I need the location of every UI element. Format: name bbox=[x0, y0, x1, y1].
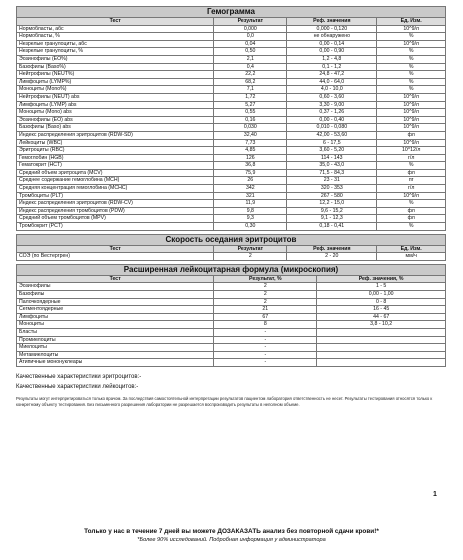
table-cell: 0,04 bbox=[214, 40, 287, 48]
col-result: Результат bbox=[214, 18, 287, 26]
table-cell: % bbox=[377, 48, 446, 56]
table-cell: Моноциты (Mono) abs bbox=[17, 109, 214, 117]
table-row bbox=[17, 154, 446, 162]
table-cell: 0,18 - 0,41 bbox=[287, 223, 377, 231]
table-cell: 0,000 bbox=[214, 25, 287, 33]
table-cell: Бласты bbox=[17, 328, 214, 336]
table-cell: 0,010 - 0,080 bbox=[287, 124, 377, 132]
col-test: Тест bbox=[17, 245, 214, 253]
table-cell: % bbox=[377, 55, 446, 63]
esr-header-row bbox=[17, 245, 446, 253]
table-cell: Средняя концентрация гемоглобина (MCHC) bbox=[17, 185, 214, 193]
table-row bbox=[17, 200, 446, 208]
table-row bbox=[17, 253, 446, 261]
esr-title: Скорость оседания эритроцитов bbox=[17, 234, 446, 245]
table-cell: 7,1 bbox=[214, 86, 287, 94]
table-cell: 3,30 - 9,00 bbox=[287, 101, 377, 109]
table-cell: г/л bbox=[377, 185, 446, 193]
table-row bbox=[17, 298, 446, 306]
table-row bbox=[17, 139, 446, 147]
table-cell: 0,030 bbox=[214, 124, 287, 132]
table-cell: 71,5 - 84,3 bbox=[287, 169, 377, 177]
table-cell: 42,00 - 53,60 bbox=[287, 131, 377, 139]
table-cell: 321 bbox=[214, 192, 287, 200]
table-row bbox=[17, 344, 446, 352]
table-cell: Нормобласты, абс bbox=[17, 25, 214, 33]
promo-footnote: *Более 90% исследований. Подробная информация у администратора bbox=[137, 537, 326, 543]
table-cell: Тромбокрит (PCT) bbox=[17, 223, 214, 231]
table-row bbox=[17, 63, 446, 71]
table-cell: Эритроциты (RBC) bbox=[17, 147, 214, 155]
table-cell: 9,3 bbox=[214, 215, 287, 223]
table-row bbox=[17, 313, 446, 321]
table-cell: 10^9/л bbox=[377, 109, 446, 117]
table-cell: 3,60 - 5,20 bbox=[287, 147, 377, 155]
table-row bbox=[17, 223, 446, 231]
hemogram-table bbox=[16, 6, 446, 231]
table-cell: % bbox=[377, 223, 446, 231]
table-cell: 0,000 - 0,120 bbox=[287, 25, 377, 33]
table-row bbox=[17, 306, 446, 314]
table-cell: 10^9/л bbox=[377, 40, 446, 48]
col-ref: Реф. значения bbox=[287, 18, 377, 26]
wbc-quality-note: Качественные характеристики лейкоцитов:- bbox=[16, 383, 139, 390]
table-row bbox=[17, 55, 446, 63]
rbc-quality-note: Качественные характеристики эритроцитов:- bbox=[16, 373, 142, 380]
table-cell: 2 - 20 bbox=[287, 253, 377, 261]
table-cell: Эозинофилы (EO%) bbox=[17, 55, 214, 63]
table-cell: 10^9/л bbox=[377, 124, 446, 132]
table-cell bbox=[317, 336, 446, 344]
table-cell: Средний объем тромбоцитов (MPV) bbox=[17, 215, 214, 223]
table-cell: 2,1 bbox=[214, 55, 287, 63]
table-row bbox=[17, 336, 446, 344]
table-cell: % bbox=[377, 200, 446, 208]
table-cell: 16 - 45 bbox=[317, 306, 446, 314]
table-row bbox=[17, 162, 446, 170]
table-cell: % bbox=[377, 71, 446, 79]
table-cell: 23 - 31 bbox=[287, 177, 377, 185]
table-cell bbox=[317, 351, 446, 359]
table-cell: 0,50 bbox=[214, 48, 287, 56]
col-test: Тест bbox=[17, 275, 214, 283]
table-cell: Эозинофилы bbox=[17, 283, 214, 291]
table-cell: 2 bbox=[214, 253, 287, 261]
table-row bbox=[17, 40, 446, 48]
table-cell: 342 bbox=[214, 185, 287, 193]
table-cell: % bbox=[377, 162, 446, 170]
col-unit: Ед. Изм. bbox=[377, 18, 446, 26]
table-cell: 1,72 bbox=[214, 93, 287, 101]
table-cell: 1,2 - 4,8 bbox=[287, 55, 377, 63]
table-cell: фл bbox=[377, 131, 446, 139]
table-cell: 0,30 bbox=[214, 223, 287, 231]
table-cell: Лимфоциты bbox=[17, 313, 214, 321]
table-cell: Индекс распределения эритроцитов (RDW-SD) bbox=[17, 131, 214, 139]
table-cell: Незрелые гранулоциты, абс bbox=[17, 40, 214, 48]
table-row bbox=[17, 101, 446, 109]
table-cell: Атипичные мононуклеары bbox=[17, 359, 214, 367]
table-cell: Индекс распределения эритроцитов (RDW-CV) bbox=[17, 200, 214, 208]
table-cell: % bbox=[377, 86, 446, 94]
disclaimer-text: Результаты могут интерпретироваться только врачом. За последствия самостоятельной интерпретации результатов пациентом лаборатория ответственность не несет. Результаты тестирования относятся только к конкретному объекту тестирования. Без письменного разрешения лаборатории не разрешается воспроизводить результаты в неполном объеме. bbox=[16, 395, 433, 407]
table-row bbox=[17, 177, 446, 185]
table-cell bbox=[317, 328, 446, 336]
table-cell: 44 - 67 bbox=[317, 313, 446, 321]
leuko-rows bbox=[17, 283, 446, 367]
table-cell: Эозинофилы (EO) abs bbox=[17, 116, 214, 124]
table-cell: 0,60 - 3,60 bbox=[287, 93, 377, 101]
col-result: Результат, % bbox=[214, 275, 317, 283]
table-row bbox=[17, 48, 446, 56]
table-cell: Сегментоядерные bbox=[17, 306, 214, 314]
table-cell: 126 bbox=[214, 154, 287, 162]
table-row bbox=[17, 291, 446, 299]
table-cell bbox=[317, 359, 446, 367]
table-row bbox=[17, 25, 446, 33]
table-row bbox=[17, 93, 446, 101]
table-cell: - bbox=[214, 351, 317, 359]
table-cell: 0,00 - 0,90 bbox=[287, 48, 377, 56]
table-cell: 68,2 bbox=[214, 78, 287, 86]
table-row bbox=[17, 86, 446, 94]
col-unit: Ед. Изм. bbox=[377, 245, 446, 253]
leukocyte-formula-table bbox=[16, 264, 446, 367]
table-cell: 10^9/л bbox=[377, 116, 446, 124]
col-test: Тест bbox=[17, 18, 214, 26]
table-cell: % bbox=[377, 78, 446, 86]
table-cell: 10^9/л bbox=[377, 93, 446, 101]
table-row bbox=[17, 185, 446, 193]
table-cell: 2 bbox=[214, 283, 317, 291]
table-cell: Промиелоциты bbox=[17, 336, 214, 344]
table-cell: 22,2 bbox=[214, 71, 287, 79]
table-cell: Средний объем эритроцита (MCV) bbox=[17, 169, 214, 177]
hemogram-title: Гемограмма bbox=[17, 7, 446, 18]
table-cell: Нейтрофилы (NEUT) abs bbox=[17, 93, 214, 101]
table-cell: 9,1 - 12,3 bbox=[287, 215, 377, 223]
table-cell: 4,85 bbox=[214, 147, 287, 155]
table-row bbox=[17, 33, 446, 41]
table-cell: - bbox=[214, 328, 317, 336]
table-row bbox=[17, 192, 446, 200]
table-cell: Моноциты bbox=[17, 321, 214, 329]
table-cell: 0,4 bbox=[214, 63, 287, 71]
table-cell: 35,0 - 43,0 bbox=[287, 162, 377, 170]
table-row bbox=[17, 283, 446, 291]
table-cell: 32,40 bbox=[214, 131, 287, 139]
leuko-header-row bbox=[17, 275, 446, 283]
table-cell: Метамиелоциты bbox=[17, 351, 214, 359]
table-cell: Нормобласты, % bbox=[17, 33, 214, 41]
table-row bbox=[17, 321, 446, 329]
table-cell: Гемоглобин (HGB) bbox=[17, 154, 214, 162]
table-cell: Незрелые гранулоциты, % bbox=[17, 48, 214, 56]
table-cell: 9,8 bbox=[214, 207, 287, 215]
table-cell: фл bbox=[377, 169, 446, 177]
table-cell: - bbox=[214, 344, 317, 352]
table-row bbox=[17, 359, 446, 367]
table-cell: Среднее содержание гемоглобина (MCH) bbox=[17, 177, 214, 185]
table-cell: г/л bbox=[377, 154, 446, 162]
table-cell: 12,2 - 15,0 bbox=[287, 200, 377, 208]
table-cell: Базофилы (Baso) abs bbox=[17, 124, 214, 132]
table-row bbox=[17, 109, 446, 117]
table-row bbox=[17, 207, 446, 215]
table-cell: 24,8 - 47,2 bbox=[287, 71, 377, 79]
table-cell: 10^9/л bbox=[377, 25, 446, 33]
table-cell: 8 bbox=[214, 321, 317, 329]
table-cell: - bbox=[214, 359, 317, 367]
table-cell: 0,1 - 1,2 bbox=[287, 63, 377, 71]
table-row bbox=[17, 215, 446, 223]
table-cell: - bbox=[214, 336, 317, 344]
table-row bbox=[17, 328, 446, 336]
table-cell: Миелоциты bbox=[17, 344, 214, 352]
table-cell: Индекс распределения тромбоцитов (PDW) bbox=[17, 207, 214, 215]
table-cell: Базофилы bbox=[17, 291, 214, 299]
table-row bbox=[17, 78, 446, 86]
table-cell: 10^9/л bbox=[377, 101, 446, 109]
col-ref: Реф. значения bbox=[287, 245, 377, 253]
table-row bbox=[17, 351, 446, 359]
table-cell: фл bbox=[377, 207, 446, 215]
table-cell: Палочкоядерные bbox=[17, 298, 214, 306]
hemogram-header-row bbox=[17, 18, 446, 26]
table-cell: 6 - 17,5 bbox=[287, 139, 377, 147]
table-row bbox=[17, 131, 446, 139]
col-result: Результат bbox=[214, 245, 287, 253]
table-row bbox=[17, 124, 446, 132]
table-cell: Лимфоциты (LYMP) abs bbox=[17, 101, 214, 109]
table-cell: Лейкоциты (WBC) bbox=[17, 139, 214, 147]
table-cell: 9,6 - 15,2 bbox=[287, 207, 377, 215]
table-cell: СОЭ (по Вестергрен) bbox=[17, 253, 214, 261]
page-number: 1 bbox=[433, 491, 437, 498]
table-cell: 7,73 bbox=[214, 139, 287, 147]
table-cell: % bbox=[377, 33, 446, 41]
table-cell: 44,0 - 64,0 bbox=[287, 78, 377, 86]
table-cell: 10^9/л bbox=[377, 192, 446, 200]
table-cell: 67 bbox=[214, 313, 317, 321]
table-cell: 4,0 - 10,0 bbox=[287, 86, 377, 94]
table-cell: Тромбоциты (PLT) bbox=[17, 192, 214, 200]
esr-table bbox=[16, 234, 446, 261]
table-cell: 0,0 bbox=[214, 33, 287, 41]
table-cell: 5,27 bbox=[214, 101, 287, 109]
table-cell: 36,8 bbox=[214, 162, 287, 170]
table-cell: 0,37 - 1,26 bbox=[287, 109, 377, 117]
table-cell: % bbox=[377, 63, 446, 71]
table-row bbox=[17, 169, 446, 177]
table-cell: пг bbox=[377, 177, 446, 185]
table-cell: 0,00 - 0,14 bbox=[287, 40, 377, 48]
table-cell: мм/ч bbox=[377, 253, 446, 261]
table-cell: 21 bbox=[214, 306, 317, 314]
table-row bbox=[17, 71, 446, 79]
table-cell: 10^9/л bbox=[377, 139, 446, 147]
lab-report bbox=[16, 6, 446, 407]
promo-line: Только у нас в течение 7 дней вы можете ДОЗАКАЗАТЬ анализ без повторной сдачи крови!* bbox=[84, 528, 379, 535]
table-cell: 0,16 bbox=[214, 116, 287, 124]
table-cell: 2 bbox=[214, 298, 317, 306]
table-cell: Лимфоциты (LYMP%) bbox=[17, 78, 214, 86]
table-cell: 26 bbox=[214, 177, 287, 185]
leuko-title: Расширенная лейкоцитарная формула (микроскопия) bbox=[17, 264, 446, 275]
table-cell: Базофилы (Baso%) bbox=[17, 63, 214, 71]
table-cell: 3,8 - 10,2 bbox=[317, 321, 446, 329]
table-cell: 267 - 580 bbox=[287, 192, 377, 200]
table-cell bbox=[317, 344, 446, 352]
col-ref: Реф. значения, % bbox=[317, 275, 446, 283]
table-cell: 0 - 8 bbox=[317, 298, 446, 306]
table-cell: 0,55 bbox=[214, 109, 287, 117]
table-cell: Гематокрит (HCT) bbox=[17, 162, 214, 170]
table-row bbox=[17, 116, 446, 124]
table-cell: 75,9 bbox=[214, 169, 287, 177]
promo-footer bbox=[0, 528, 463, 544]
table-cell: 1 - 5 bbox=[317, 283, 446, 291]
table-cell: 320 - 353 bbox=[287, 185, 377, 193]
table-cell: фл bbox=[377, 215, 446, 223]
table-cell: 11,9 bbox=[214, 200, 287, 208]
table-cell: 10^12/л bbox=[377, 147, 446, 155]
table-cell: не обнаружено bbox=[287, 33, 377, 41]
table-cell: Моноциты (Mono%) bbox=[17, 86, 214, 94]
table-cell: 0,00 - 0,40 bbox=[287, 116, 377, 124]
table-cell: 114 - 143 bbox=[287, 154, 377, 162]
table-row bbox=[17, 147, 446, 155]
esr-rows bbox=[17, 253, 446, 261]
hemogram-rows bbox=[17, 25, 446, 230]
table-cell: 0,00 - 1,00 bbox=[317, 291, 446, 299]
table-cell: 2 bbox=[214, 291, 317, 299]
table-cell: Нейтрофилы (NEUT%) bbox=[17, 71, 214, 79]
